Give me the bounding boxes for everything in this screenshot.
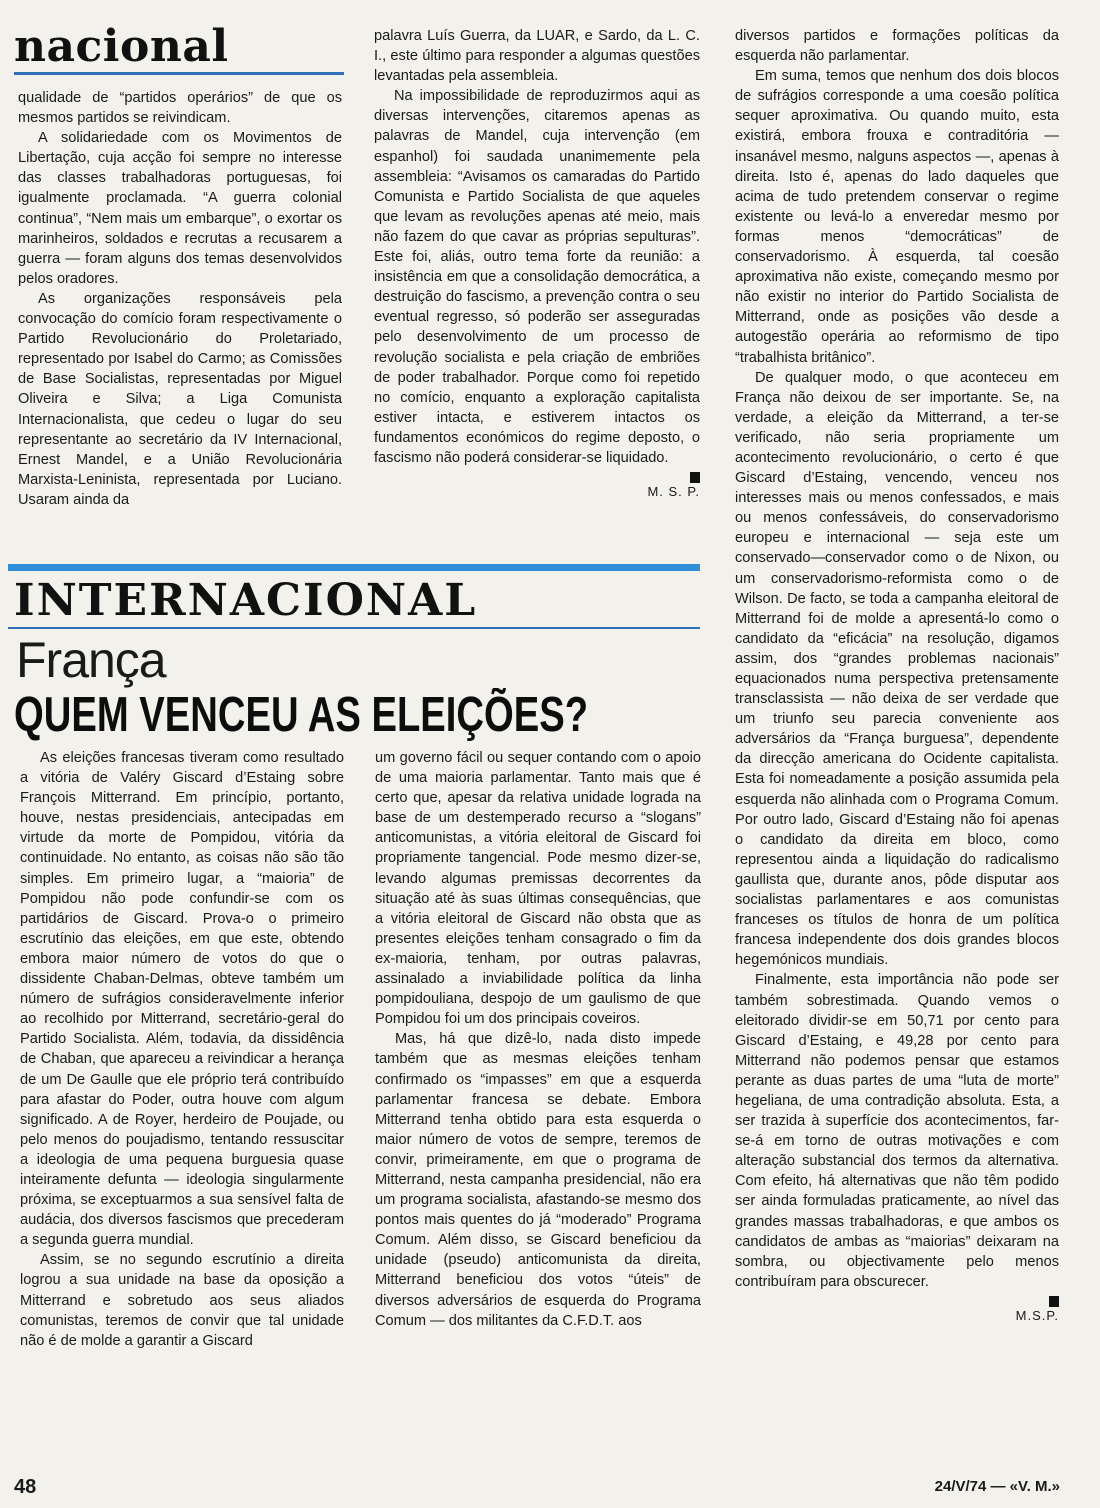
- paragraph: diversos partidos e formações políticas da esquerda não parlamentar.: [735, 28, 1059, 65]
- signature: M.S.P.: [1015, 1307, 1059, 1323]
- article-headline: QUEM VENCEU AS ELEIÇÕES?: [14, 688, 589, 742]
- paragraph: Mas, há que dizê-lo, nada disto impede também que as mesmas eleições tenham confirmado os “impasses” em que a esquerda parlamentar francesa se debate. Embora Mitterrand tenha obtido para esta esquerda o maior número de votos de sempre, teremos de convir, primeiramente, em que o programa de Mitterrand, nesta campanha presidencial, não era um programa socialista, afastando-se mesmo dos pontos mais quentes do já “moderado” Programa Comum. Além disso, se Giscard beneficiou da unidade (pseudo) anticomunista da direita, Mitterrand beneficiou dos votos “úteis” de diversos adversários de esquerda do Programa Comum — dos militantes da C.F.D.T. aos: [375, 1031, 701, 1329]
- section-label-internacional: INTERNACIONAL: [14, 575, 478, 626]
- paragraph: As organizações responsáveis pela convocação do comício foram respectivamente o Partido Revolucionário do Proletariado, representado por Isabel do Carmo; as Comissões de Base Socialistas, representadas por Miguel Oliveira e Silva; a Liga Comunista Internacionalista, que cedeu o lugar do seu representante ao secretário da IV Internacional, Ernest Mandel, e a União Revolucionária Marxista-Leninista, representada por Luciano. Usaram ainda da: [18, 290, 342, 508]
- paragraph: Finalmente, esta importância não pode ser também sobrestimada. Quando vemos o eleitorado dividir-se em 50,71 por cento para Giscard d’Estaing, e 49,28 por cento para Mitterrand não podemos pensar que estamos perante as duas partes de uma “luta de morte” hegeliana, de uma contradição absoluta. Esta, a ser trazida à superfície dos acontecimentos, far-se-á em torno de outras motivações e com alteração substancial dos termos da alternativa. Com efeito, há alternativas que não têm podido ser ainda formuladas praticamente, ao nível das grandes massas trabalhadoras, e que ambos os candidatos de ambas as “maiorias” deixaram na sombra, ou objectivamente pelo menos contribuíram para obscurecer.: [735, 972, 1059, 1290]
- column-nacional-1: [18, 88, 342, 510]
- paragraph: um governo fácil ou sequer contando com o apoio de uma maioria parlamentar. Tanto mais que é certo que, apesar da relativa unidade lograda na base de um destemperado recurso a “slogans” anticomunistas, a vitória eleitoral de Giscard foi propriamente tangencial. Pode mesmo dizer-se, levando algumas premissas decorrentes da situação até às suas últimas consequências, que a vitória eleitoral de Giscard não obsta que as presentes eleições tenham consagrado o fim da ex-maioria, tenham, por outras palavras, assinalado a inviabilidade política da linha pompidouliana, despojo de um gaulismo de que Pompidou foi um dos principais coveiros.: [375, 750, 701, 1028]
- paragraph: palavra Luís Guerra, da LUAR, e Sardo, da L. C. I., este último para responder a algumas questões levantadas pela assembleia.: [374, 28, 700, 85]
- country-kicker: França: [16, 632, 166, 688]
- section-rule: [14, 72, 344, 75]
- column-internacional-3: [735, 26, 1059, 1325]
- paragraph: Na impossibilidade de reproduzirmos aqui as diversas intervenções, citaremos apenas as palavras de Mandel, cuja intervenção (em espanhol) foi saudada unanimemente pela assembleia: “Avisamos os camaradas do Partido Comunista e Partido Socialista de que aqueles que levam as revoluções apenas até meio, mais não fazem do que cavar as próprias sepulturas”. Este foi, aliás, outro tema forte da reunião: a insistência em que a consolidação democrática, a destruição do fascismo, a prevenção contra o seu eventual regresso, só poderão ser asseguradas pelo desenvolvimento de um processo de revolução socialista e pela criação de embriões de poder trabalhador. Porque como foi repetido no comício, enquanto a exploração capitalista estiver intacta, e estiverem intactos os fundamentos económicos do regime deposto, o fascismo não poderá considerar-se liquidado.: [374, 88, 700, 466]
- section-label-nacional: nacional: [14, 21, 229, 72]
- end-mark: [690, 472, 700, 483]
- column-internacional-1: [20, 748, 344, 1351]
- page-number: 48: [14, 1476, 37, 1498]
- paragraph: qualidade de “partidos operários” de que os mesmos partidos se reivindicam.: [18, 90, 342, 127]
- column-nacional-2: [374, 26, 700, 501]
- paragraph: Assim, se no segundo escrutínio a direita logrou a sua unidade na base da oposição a Mitterrand e sobretudo aos seus aliados comunistas, teremos de convir que tal unidade não é de molde a garantir a Giscard: [20, 1252, 344, 1349]
- signature: M. S. P.: [647, 484, 700, 500]
- paragraph: As eleições francesas tiveram como resultado a vitória de Valéry Giscard d’Estaing sobre François Mitterrand. Em princípio, portanto, houve, nestas presidenciais, antecipadas em virtude da morte de Pompidou, vitória da continuidade. No entanto, as coisas não são tão simples. Em primeiro lugar, a “maioria” de Pompidou não pode confundir-se com os partidários de Giscard. Prova-o o primeiro escrutínio das eleições, em que este, obtendo embora maior número de votos do que o dissidente Chaban-Delmas, obteve também um número de sufrágios consideravelmente inferior ao recolhido por Mitterrand, secretário-geral do Partido Socialista. Além, todavia, da dissidência de Chaban, que apareceu a reivindicar a herança de um De Gaulle que ele próprio terá contribuído para afastar do Poder, outra houve com algum significado. A de Royer, herdeiro de Poujade, ou pelo menos do poujadismo, tentando ressuscitar a ideologia de uma pequena burguesia quase inteiramente defunta — ideologia singularmente próxima, se exceptuarmos a sua sensível falta de audácia, dos diversos fascismos que precederam a segunda guerra mundial.: [20, 750, 344, 1249]
- column-internacional-2: [375, 748, 701, 1331]
- paragraph: De qualquer modo, o que aconteceu em França não deixou de ser importante. Se, na verdade, a eleição da Mitterrand, a ter-se verificado, não seria propriamente um acontecimento revolucionário, o certo é que Giscard d’Estaing, vencendo, venceu nos interesses mais ou menos confessados, e mais ou menos confessáveis, do conservadorismo europeu e internacional — seja este um conservado—conservador como o de Nixon, ou um conservadorismo-reformista como o de Wilson. De facto, se toda a campanha eleitoral de Mitterrand foi de molde a apresentá-lo como o candidato da “eficácia” na resolução, digamos assim, dos “grandes problemas nacionais” equacionados numa perspectiva pretensamente transclassista — não deixa de ser verdade que um triunfo seu parecia conveniente aos adversários da “França burguesa”, dependente da direcção americana do Ocidente capitalista. Esta foi nomeadamente a posição assumida pela esquerda não alinhada com o Programa Comum. Por outro lado, Giscard d’Estaing não foi apenas o candidato da direita em bloco, como representou ainda a liquidação do radicalismo gaullista que, durante anos, pôde disputar aos socialistas parlamentares e aos comunistas franceses os títulos de honra de um política francesa independente dos dois grandes blocos hegemónicos mundiais.: [735, 369, 1059, 969]
- paragraph: Em suma, temos que nenhum dos dois blocos de sufrágios corresponde a uma coesão política sequer aproximativa. Ou quando muito, esta existirá, embora frouxa e contraditória — insanável mesmo, nalguns aspectos —, apenas à direita. Isto é, apenas do lado daqueles que acima de tudo pretendem conservar o regime existente ou levá-lo a enveredar mesmo por formas menos “democráticas” de conservadorismo. À esquerda, tal coesão aproximativa não existe, começando mesmo por não existir no interior do Partido Socialista de Mitterrand, onde as posições vão desde a autogestão operária ao reformismo de tipo “trabalhista britânico”.: [735, 68, 1059, 366]
- issue-footer: 24/V/74 — «V. M.»: [934, 1478, 1060, 1495]
- end-mark: [1049, 1296, 1059, 1307]
- section-rule-bottom: [8, 627, 700, 629]
- paragraph: A solidariedade com os Movimentos de Libertação, cuja acção foi sempre no interesse das classes trabalhadoras portuguesas, foi igualmente proclamada. “A guerra colonial continua”, “Nem mais um embarque”, o exortar os marinheiros, soldados e recrutas a recusarem a guerra — foram alguns dos temas desenvolvidos pelos oradores.: [18, 130, 342, 287]
- section-rule-top: [8, 564, 700, 571]
